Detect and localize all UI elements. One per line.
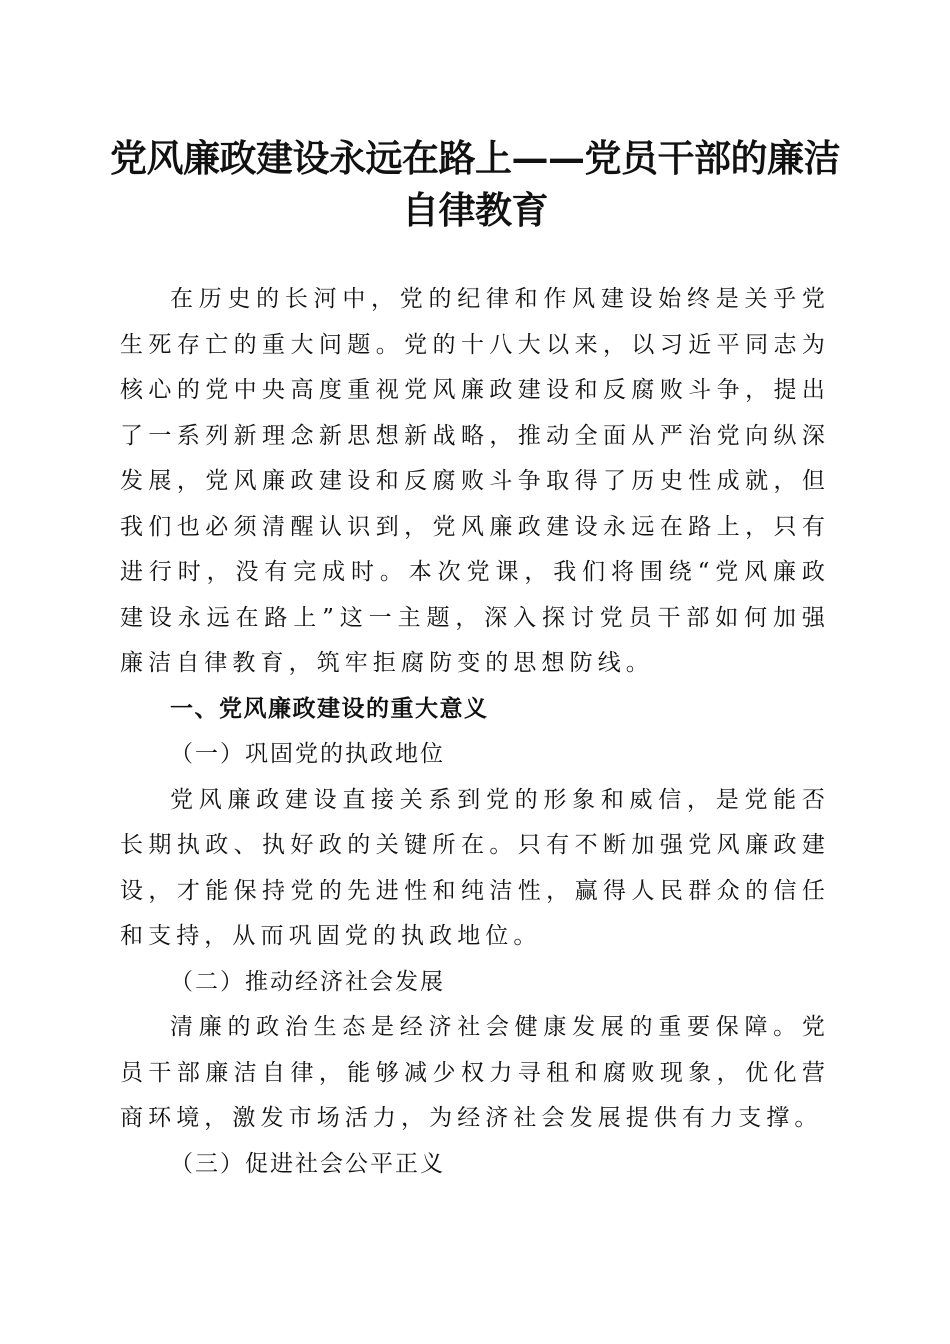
section-heading-1: 一、党风廉政建设的重大意义	[170, 695, 489, 722]
document-title: 党风廉政建设永远在路上——党员干部的廉洁自律教育	[110, 136, 840, 232]
subsection-paragraph-2: 清廉的政治生态是经济社会健康发展的重要保障。党员干部廉洁自律，能够减少权力寻租和腐败现象，优化营商环境，激发市场活力，为经济社会发展提供有力支撑。	[120, 1014, 830, 1131]
subsection-heading-1: （一）巩固党的执政地位	[170, 741, 445, 767]
subsection-heading-3: （三）促进社会公平正义	[170, 1150, 445, 1177]
intro-paragraph: 在历史的长河中，党的纪律和作风建设始终是关乎党生死存亡的重大问题。党的十八大以来，以习近平同志为核心的党中央高度重视党风廉政建设和反腐败斗争，提出了一系列新理念新思想新战略，推动全面从严治党向纵深发展，党风廉政建设和反腐败斗争取得了历史性成就，但我们也必须清醒认识到，党风廉政建设永远在路上，只有进行时，没有完成时。本次党课，我们将围绕“党风廉政建设永远在路上”这一主题，深入探讨党员干部如何加强廉洁自律教育，筑牢拒腐防变的思想防线。	[120, 286, 830, 676]
subsection-paragraph-1: 党风廉政建设直接关系到党的形象和威信，是党能否长期执政、执好政的关键所在。只有不断加强党风廉政建设，才能保持党的先进性和纯洁性，赢得人民群众的信任和支持，从而巩固党的执政地位。	[120, 786, 830, 949]
subsection-heading-2: （二）推动经济社会发展	[170, 968, 445, 995]
document-body	[120, 277, 830, 1187]
